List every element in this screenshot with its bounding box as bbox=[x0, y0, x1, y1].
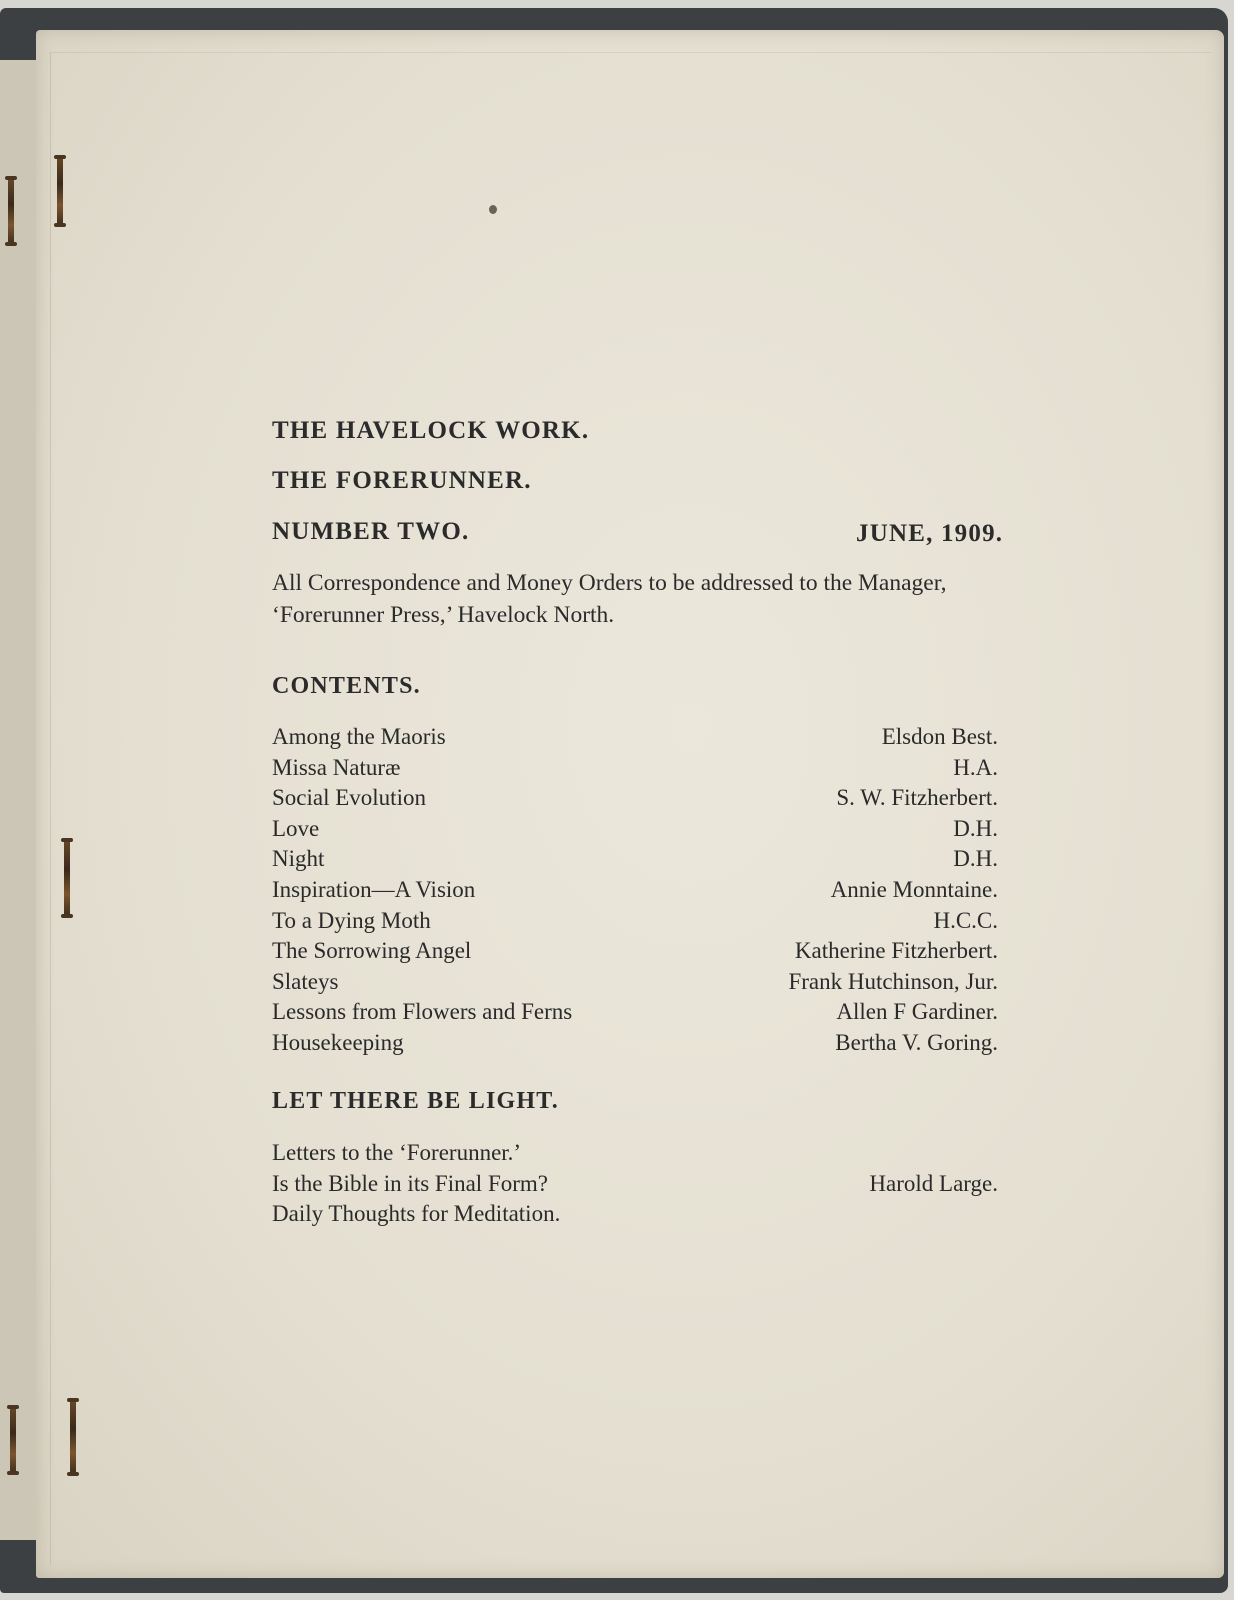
contents-author: Bertha V. Goring. bbox=[835, 1029, 998, 1055]
staple-top bbox=[57, 155, 63, 227]
light-section-item bbox=[272, 1169, 998, 1200]
contents-item bbox=[272, 844, 998, 875]
light-section-author: Harold Large. bbox=[869, 1170, 998, 1196]
contents-item bbox=[272, 936, 998, 967]
issue-number: NUMBER TWO. bbox=[272, 518, 470, 545]
contents-title: Slateys bbox=[272, 968, 339, 994]
contents-title: Love bbox=[272, 815, 320, 841]
contents-author: D.H. bbox=[953, 846, 998, 872]
masthead-line2: THE FORERUNNER. bbox=[272, 467, 532, 494]
light-section-heading: LET THERE BE LIGHT. bbox=[272, 1088, 559, 1114]
contents-author: Allen F Gardiner. bbox=[836, 999, 998, 1025]
contents-item bbox=[272, 906, 998, 937]
contents-author: Katherine Fitzherbert. bbox=[794, 938, 998, 964]
contents-author: D.H. bbox=[953, 815, 998, 841]
contents-item bbox=[272, 875, 998, 906]
contents-item bbox=[272, 1028, 998, 1059]
issue-date: JUNE, 1909. bbox=[856, 520, 1004, 547]
contents-author: Frank Hutchinson, Jur. bbox=[788, 968, 998, 994]
light-section-list bbox=[272, 1138, 998, 1230]
light-section-item bbox=[272, 1138, 998, 1169]
correspondence-address: All Correspondence and Money Orders to be addressed to the Manager, ‘Forerunner Press,’ Havelock North. bbox=[272, 570, 947, 628]
contents-author: S. W. Fitzherbert. bbox=[836, 785, 998, 811]
contents-title: To a Dying Moth bbox=[272, 907, 431, 933]
contents-author: Annie Monntaine. bbox=[830, 876, 998, 902]
contents-author: Elsdon Best. bbox=[881, 724, 998, 749]
contents-title: Social Evolution bbox=[272, 785, 426, 811]
contents-author: H.A. bbox=[953, 754, 998, 780]
staple-bottom bbox=[70, 1398, 76, 1476]
contents-title: The Sorrowing Angel bbox=[272, 938, 472, 964]
contents-item bbox=[272, 753, 998, 784]
contents-title: Among the Maoris bbox=[272, 724, 446, 749]
ink-spot bbox=[489, 205, 497, 214]
contents-title: Housekeeping bbox=[272, 1029, 404, 1055]
light-section-title: Is the Bible in its Final Form? bbox=[272, 1170, 548, 1196]
contents-item bbox=[272, 722, 998, 753]
contents-title: Missa Naturæ bbox=[272, 754, 401, 780]
light-section-title: Daily Thoughts for Meditation. bbox=[272, 1201, 561, 1226]
contents-item bbox=[272, 814, 998, 845]
contents-item bbox=[272, 997, 998, 1028]
contents-title: Night bbox=[272, 846, 325, 872]
masthead-line1: THE HAVELOCK WORK. bbox=[272, 417, 590, 444]
contents-title: Inspiration—A Vision bbox=[272, 876, 476, 902]
light-section-title: Letters to the ‘Forerunner.’ bbox=[272, 1140, 522, 1165]
contents-list bbox=[272, 722, 998, 1059]
contents-item bbox=[272, 783, 998, 814]
light-section-item bbox=[272, 1199, 998, 1230]
contents-heading: CONTENTS. bbox=[272, 673, 421, 699]
staple-prev-top bbox=[8, 176, 14, 246]
staple-prev-bottom bbox=[10, 1405, 16, 1475]
staple-middle bbox=[64, 838, 70, 918]
contents-item bbox=[272, 967, 998, 998]
contents-title: Lessons from Flowers and Ferns bbox=[272, 999, 573, 1025]
contents-author: H.C.C. bbox=[933, 907, 998, 933]
